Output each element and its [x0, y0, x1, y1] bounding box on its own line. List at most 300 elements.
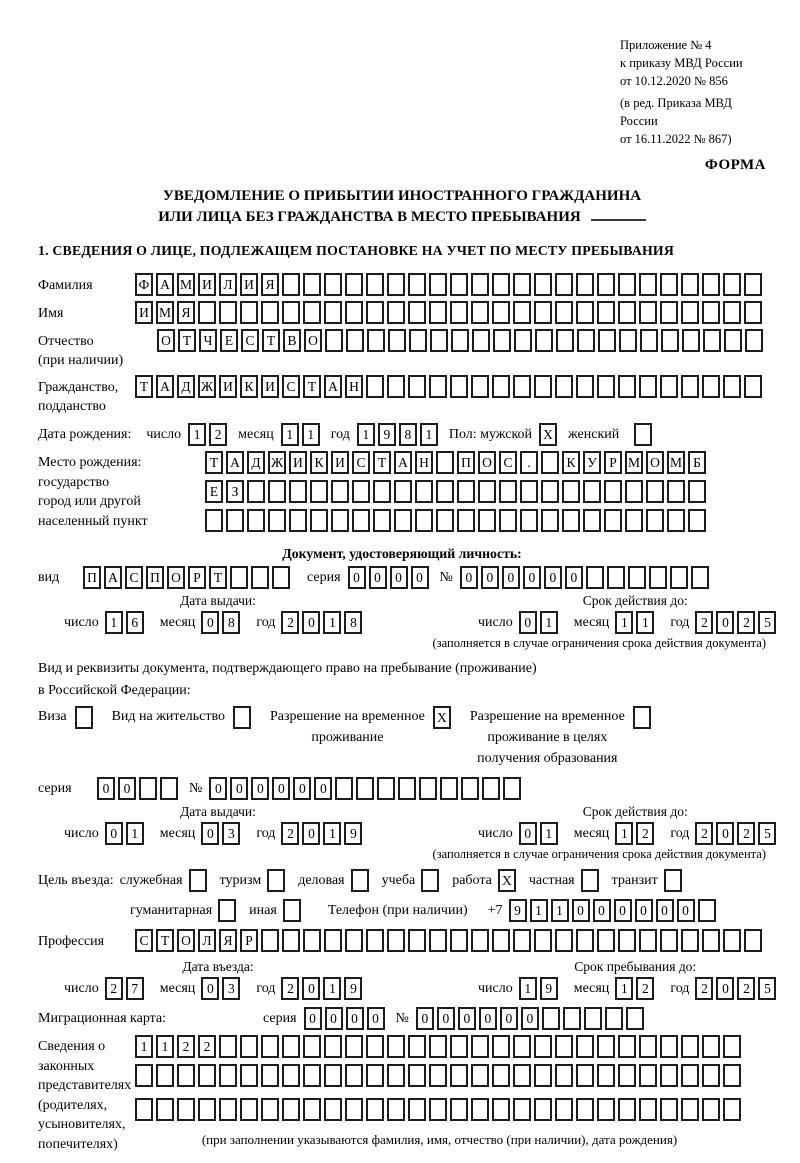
- form-cell[interactable]: 0: [251, 777, 269, 800]
- form-cell[interactable]: [303, 301, 321, 324]
- form-cell[interactable]: [251, 566, 269, 589]
- form-cell[interactable]: 0: [565, 566, 583, 589]
- form-cell[interactable]: 1: [323, 611, 341, 634]
- form-cell[interactable]: [377, 777, 395, 800]
- form-cell[interactable]: [282, 273, 300, 296]
- form-cell[interactable]: [345, 929, 363, 952]
- form-cell[interactable]: Т: [303, 375, 321, 398]
- form-cell[interactable]: [268, 509, 286, 532]
- form-cell[interactable]: [198, 1098, 216, 1121]
- form-cell[interactable]: 2: [281, 611, 299, 634]
- form-cell[interactable]: [282, 1064, 300, 1087]
- form-cell[interactable]: [156, 1064, 174, 1087]
- form-cell[interactable]: [282, 929, 300, 952]
- form-cell[interactable]: [492, 1035, 510, 1058]
- form-cell[interactable]: [366, 1035, 384, 1058]
- form-cell[interactable]: [261, 301, 279, 324]
- form-cell[interactable]: [189, 869, 207, 892]
- form-cell[interactable]: [618, 1098, 636, 1121]
- form-cell[interactable]: [440, 777, 458, 800]
- form-cell[interactable]: Я: [219, 929, 237, 952]
- form-cell[interactable]: [576, 1064, 594, 1087]
- form-cell[interactable]: [723, 1035, 741, 1058]
- form-cell[interactable]: [597, 929, 615, 952]
- form-cell[interactable]: [639, 1035, 657, 1058]
- form-cell[interactable]: [282, 1098, 300, 1121]
- form-cell[interactable]: У: [583, 451, 601, 474]
- form-cell[interactable]: С: [352, 451, 370, 474]
- form-cell[interactable]: [702, 273, 720, 296]
- form-cell[interactable]: 0: [97, 777, 115, 800]
- form-cell[interactable]: 7: [126, 977, 144, 1000]
- form-cell[interactable]: С: [135, 929, 153, 952]
- form-cell[interactable]: [681, 929, 699, 952]
- form-cell[interactable]: 2: [737, 822, 755, 845]
- form-cell[interactable]: Т: [205, 451, 223, 474]
- form-cell[interactable]: 9: [540, 977, 558, 1000]
- form-cell[interactable]: [283, 899, 301, 922]
- form-cell[interactable]: [450, 1098, 468, 1121]
- form-cell[interactable]: [604, 509, 622, 532]
- form-cell[interactable]: 9: [378, 423, 396, 446]
- form-cell[interactable]: С: [499, 451, 517, 474]
- form-cell[interactable]: [744, 375, 762, 398]
- form-cell[interactable]: [429, 1098, 447, 1121]
- form-cell[interactable]: [366, 273, 384, 296]
- form-cell[interactable]: О: [646, 451, 664, 474]
- form-cell[interactable]: [282, 1035, 300, 1058]
- form-cell[interactable]: 0: [272, 777, 290, 800]
- form-cell[interactable]: [688, 480, 706, 503]
- form-cell[interactable]: 2: [695, 822, 713, 845]
- form-cell[interactable]: [513, 301, 531, 324]
- form-cell[interactable]: [562, 480, 580, 503]
- form-cell[interactable]: [436, 480, 454, 503]
- form-cell[interactable]: [604, 480, 622, 503]
- form-cell[interactable]: [415, 480, 433, 503]
- form-cell[interactable]: [261, 1098, 279, 1121]
- form-cell[interactable]: [618, 1064, 636, 1087]
- form-cell[interactable]: [177, 1098, 195, 1121]
- form-cell[interactable]: 0: [523, 566, 541, 589]
- form-cell[interactable]: [499, 480, 517, 503]
- form-cell[interactable]: [160, 777, 178, 800]
- form-cell[interactable]: [303, 1035, 321, 1058]
- form-cell[interactable]: [471, 273, 489, 296]
- form-cell[interactable]: 0: [105, 822, 123, 845]
- form-cell[interactable]: [387, 1035, 405, 1058]
- form-cell[interactable]: 0: [201, 977, 219, 1000]
- form-cell[interactable]: [744, 301, 762, 324]
- form-cell[interactable]: [514, 329, 532, 352]
- form-cell[interactable]: [619, 329, 637, 352]
- form-cell[interactable]: 0: [458, 1007, 476, 1030]
- form-cell[interactable]: [373, 509, 391, 532]
- form-cell[interactable]: 1: [105, 611, 123, 634]
- form-cell[interactable]: [324, 301, 342, 324]
- form-cell[interactable]: [450, 375, 468, 398]
- form-cell[interactable]: [261, 1064, 279, 1087]
- form-cell[interactable]: М: [156, 301, 174, 324]
- form-cell[interactable]: [436, 509, 454, 532]
- form-cell[interactable]: 0: [614, 899, 632, 922]
- form-cell[interactable]: [478, 480, 496, 503]
- form-cell[interactable]: О: [157, 329, 175, 352]
- form-cell[interactable]: [457, 509, 475, 532]
- form-cell[interactable]: [240, 301, 258, 324]
- form-cell[interactable]: [660, 273, 678, 296]
- form-cell[interactable]: [597, 273, 615, 296]
- form-cell[interactable]: 0: [201, 822, 219, 845]
- form-cell[interactable]: [419, 777, 437, 800]
- form-cell[interactable]: 0: [572, 899, 590, 922]
- form-cell[interactable]: [702, 929, 720, 952]
- form-cell[interactable]: [723, 1064, 741, 1087]
- form-cell[interactable]: [450, 929, 468, 952]
- form-cell[interactable]: [471, 1064, 489, 1087]
- form-cell[interactable]: 2: [636, 822, 654, 845]
- form-cell[interactable]: Л: [198, 929, 216, 952]
- form-cell[interactable]: [492, 1098, 510, 1121]
- form-cell[interactable]: Ж: [268, 451, 286, 474]
- form-cell[interactable]: Н: [415, 451, 433, 474]
- form-cell[interactable]: [345, 301, 363, 324]
- form-cell[interactable]: К: [310, 451, 328, 474]
- form-cell[interactable]: [639, 929, 657, 952]
- form-cell[interactable]: [75, 706, 93, 729]
- form-cell[interactable]: [461, 777, 479, 800]
- form-cell[interactable]: 0: [500, 1007, 518, 1030]
- form-cell[interactable]: 0: [348, 566, 366, 589]
- form-cell[interactable]: [703, 329, 721, 352]
- form-cell[interactable]: 0: [519, 822, 537, 845]
- form-cell[interactable]: [398, 777, 416, 800]
- form-cell[interactable]: 5: [758, 822, 776, 845]
- form-cell[interactable]: [598, 329, 616, 352]
- form-cell[interactable]: [597, 1064, 615, 1087]
- form-cell[interactable]: [429, 301, 447, 324]
- form-cell[interactable]: [499, 509, 517, 532]
- form-cell[interactable]: [555, 1064, 573, 1087]
- form-cell[interactable]: 0: [293, 777, 311, 800]
- form-cell[interactable]: [618, 301, 636, 324]
- form-cell[interactable]: [633, 706, 651, 729]
- form-cell[interactable]: 1: [135, 1035, 153, 1058]
- form-cell[interactable]: [356, 777, 374, 800]
- form-cell[interactable]: [345, 1098, 363, 1121]
- form-cell[interactable]: [282, 301, 300, 324]
- form-cell[interactable]: [303, 273, 321, 296]
- form-cell[interactable]: Т: [135, 375, 153, 398]
- form-cell[interactable]: 2: [281, 822, 299, 845]
- form-cell[interactable]: [724, 329, 742, 352]
- form-cell[interactable]: [471, 301, 489, 324]
- form-cell[interactable]: З: [226, 480, 244, 503]
- form-cell[interactable]: С: [241, 329, 259, 352]
- form-cell[interactable]: О: [177, 929, 195, 952]
- form-cell[interactable]: [660, 1064, 678, 1087]
- form-cell[interactable]: [303, 929, 321, 952]
- form-cell[interactable]: 0: [479, 1007, 497, 1030]
- form-cell[interactable]: [492, 273, 510, 296]
- form-cell[interactable]: М: [177, 273, 195, 296]
- form-cell[interactable]: [219, 1035, 237, 1058]
- form-cell[interactable]: 0: [325, 1007, 343, 1030]
- form-cell[interactable]: [688, 509, 706, 532]
- form-cell[interactable]: [373, 480, 391, 503]
- form-cell[interactable]: [681, 1035, 699, 1058]
- form-cell[interactable]: 1: [126, 822, 144, 845]
- form-cell[interactable]: [352, 480, 370, 503]
- form-cell[interactable]: 2: [737, 977, 755, 1000]
- form-cell[interactable]: 0: [519, 611, 537, 634]
- form-cell[interactable]: [482, 777, 500, 800]
- form-cell[interactable]: .: [520, 451, 538, 474]
- form-cell[interactable]: [367, 329, 385, 352]
- form-cell[interactable]: [387, 929, 405, 952]
- form-cell[interactable]: [352, 509, 370, 532]
- form-cell[interactable]: 0: [716, 822, 734, 845]
- form-cell[interactable]: Е: [205, 480, 223, 503]
- form-cell[interactable]: [661, 329, 679, 352]
- form-cell[interactable]: [388, 329, 406, 352]
- form-cell[interactable]: [535, 329, 553, 352]
- form-cell[interactable]: 5: [758, 611, 776, 634]
- form-cell[interactable]: [408, 929, 426, 952]
- form-cell[interactable]: [513, 375, 531, 398]
- form-cell[interactable]: [261, 1035, 279, 1058]
- form-cell[interactable]: [607, 566, 625, 589]
- form-cell[interactable]: 1: [540, 611, 558, 634]
- form-cell[interactable]: [576, 301, 594, 324]
- form-cell[interactable]: 0: [593, 899, 611, 922]
- form-cell[interactable]: [534, 929, 552, 952]
- form-cell[interactable]: 1: [302, 423, 320, 446]
- form-cell[interactable]: 3: [222, 822, 240, 845]
- form-cell[interactable]: 0: [656, 899, 674, 922]
- form-cell[interactable]: [394, 509, 412, 532]
- form-cell[interactable]: [618, 1035, 636, 1058]
- form-cell[interactable]: 1: [615, 611, 633, 634]
- form-cell[interactable]: [247, 509, 265, 532]
- form-cell[interactable]: [576, 1035, 594, 1058]
- form-cell[interactable]: [541, 451, 559, 474]
- form-cell[interactable]: [457, 480, 475, 503]
- form-cell[interactable]: [682, 329, 700, 352]
- form-cell[interactable]: [702, 375, 720, 398]
- form-cell[interactable]: [702, 1064, 720, 1087]
- form-cell[interactable]: [576, 1098, 594, 1121]
- form-cell[interactable]: [639, 1064, 657, 1087]
- form-cell[interactable]: [563, 1007, 581, 1030]
- form-cell[interactable]: [605, 1007, 623, 1030]
- form-cell[interactable]: [681, 1098, 699, 1121]
- form-cell[interactable]: 1: [530, 899, 548, 922]
- form-cell[interactable]: [586, 566, 604, 589]
- form-cell[interactable]: [394, 480, 412, 503]
- form-cell[interactable]: [681, 301, 699, 324]
- form-cell[interactable]: [670, 566, 688, 589]
- form-cell[interactable]: 0: [118, 777, 136, 800]
- form-cell[interactable]: Б: [688, 451, 706, 474]
- form-cell[interactable]: П: [457, 451, 475, 474]
- form-cell[interactable]: [628, 566, 646, 589]
- form-cell[interactable]: 0: [230, 777, 248, 800]
- form-cell[interactable]: [745, 329, 763, 352]
- form-cell[interactable]: [345, 1035, 363, 1058]
- form-cell[interactable]: [429, 273, 447, 296]
- form-cell[interactable]: [272, 566, 290, 589]
- form-cell[interactable]: [576, 929, 594, 952]
- form-cell[interactable]: И: [219, 375, 237, 398]
- form-cell[interactable]: [472, 329, 490, 352]
- form-cell[interactable]: [597, 1098, 615, 1121]
- form-cell[interactable]: И: [135, 301, 153, 324]
- form-cell[interactable]: Д: [247, 451, 265, 474]
- form-cell[interactable]: [513, 929, 531, 952]
- form-cell[interactable]: [660, 375, 678, 398]
- form-cell[interactable]: 0: [635, 899, 653, 922]
- form-cell[interactable]: [702, 1035, 720, 1058]
- form-cell[interactable]: [649, 566, 667, 589]
- form-cell[interactable]: 1: [551, 899, 569, 922]
- form-cell[interactable]: [542, 1007, 560, 1030]
- form-cell[interactable]: [205, 509, 223, 532]
- form-cell[interactable]: [451, 329, 469, 352]
- form-cell[interactable]: 9: [344, 977, 362, 1000]
- form-cell[interactable]: Е: [220, 329, 238, 352]
- form-cell[interactable]: [346, 329, 364, 352]
- form-cell[interactable]: [660, 301, 678, 324]
- form-cell[interactable]: 0: [460, 566, 478, 589]
- form-cell[interactable]: [513, 1035, 531, 1058]
- form-cell[interactable]: 0: [716, 611, 734, 634]
- form-cell[interactable]: [409, 329, 427, 352]
- form-cell[interactable]: 2: [695, 977, 713, 1000]
- form-cell[interactable]: [584, 1007, 602, 1030]
- form-cell[interactable]: [534, 273, 552, 296]
- form-cell[interactable]: [366, 1064, 384, 1087]
- form-cell[interactable]: [324, 273, 342, 296]
- form-cell[interactable]: [513, 1064, 531, 1087]
- form-cell[interactable]: [576, 375, 594, 398]
- form-cell[interactable]: [289, 509, 307, 532]
- form-cell[interactable]: Л: [219, 273, 237, 296]
- form-cell[interactable]: [366, 375, 384, 398]
- form-cell[interactable]: [219, 301, 237, 324]
- form-cell[interactable]: 9: [509, 899, 527, 922]
- form-cell[interactable]: [520, 509, 538, 532]
- form-cell[interactable]: 0: [677, 899, 695, 922]
- form-cell[interactable]: 1: [615, 977, 633, 1000]
- form-cell[interactable]: [503, 777, 521, 800]
- form-cell[interactable]: [520, 480, 538, 503]
- form-cell[interactable]: [198, 301, 216, 324]
- form-cell[interactable]: 2: [177, 1035, 195, 1058]
- form-cell[interactable]: [135, 1098, 153, 1121]
- form-cell[interactable]: [493, 329, 511, 352]
- form-cell[interactable]: 2: [636, 977, 654, 1000]
- form-cell[interactable]: [345, 1064, 363, 1087]
- form-cell[interactable]: 3: [222, 977, 240, 1000]
- form-cell[interactable]: [450, 1064, 468, 1087]
- form-cell[interactable]: 0: [716, 977, 734, 1000]
- form-cell[interactable]: [471, 1035, 489, 1058]
- form-cell[interactable]: А: [156, 375, 174, 398]
- form-cell[interactable]: [681, 273, 699, 296]
- form-cell[interactable]: [534, 1035, 552, 1058]
- form-cell[interactable]: 0: [314, 777, 332, 800]
- form-cell[interactable]: М: [625, 451, 643, 474]
- form-cell[interactable]: [660, 929, 678, 952]
- form-cell[interactable]: 0: [302, 611, 320, 634]
- form-cell[interactable]: [310, 480, 328, 503]
- form-cell[interactable]: И: [240, 273, 258, 296]
- form-cell[interactable]: [261, 929, 279, 952]
- form-cell[interactable]: [429, 375, 447, 398]
- form-cell[interactable]: [267, 869, 285, 892]
- form-cell[interactable]: [646, 509, 664, 532]
- form-cell[interactable]: [639, 301, 657, 324]
- form-cell[interactable]: [492, 1064, 510, 1087]
- form-cell[interactable]: П: [146, 566, 164, 589]
- form-cell[interactable]: [534, 1098, 552, 1121]
- form-cell[interactable]: [625, 480, 643, 503]
- form-cell[interactable]: [139, 777, 157, 800]
- form-cell[interactable]: [177, 1064, 195, 1087]
- form-cell[interactable]: [230, 566, 248, 589]
- form-cell[interactable]: 5: [758, 977, 776, 1000]
- form-cell[interactable]: П: [83, 566, 101, 589]
- form-cell[interactable]: [634, 423, 652, 446]
- form-cell[interactable]: [660, 1098, 678, 1121]
- form-cell[interactable]: 1: [420, 423, 438, 446]
- form-cell[interactable]: [723, 929, 741, 952]
- form-cell[interactable]: [702, 301, 720, 324]
- form-cell[interactable]: [324, 1035, 342, 1058]
- form-cell[interactable]: 1: [156, 1035, 174, 1058]
- form-cell[interactable]: [555, 1098, 573, 1121]
- form-cell[interactable]: А: [324, 375, 342, 398]
- form-cell[interactable]: [429, 929, 447, 952]
- form-cell[interactable]: Т: [262, 329, 280, 352]
- form-cell[interactable]: [618, 929, 636, 952]
- form-cell[interactable]: О: [478, 451, 496, 474]
- form-cell[interactable]: [626, 1007, 644, 1030]
- form-cell[interactable]: А: [226, 451, 244, 474]
- form-cell[interactable]: [408, 1098, 426, 1121]
- form-cell[interactable]: 0: [390, 566, 408, 589]
- form-cell[interactable]: [646, 480, 664, 503]
- form-cell[interactable]: [408, 375, 426, 398]
- form-cell[interactable]: [471, 375, 489, 398]
- form-cell[interactable]: 0: [201, 611, 219, 634]
- form-cell[interactable]: [555, 301, 573, 324]
- form-cell[interactable]: [618, 273, 636, 296]
- form-cell[interactable]: [541, 480, 559, 503]
- form-cell[interactable]: [583, 480, 601, 503]
- form-cell[interactable]: [744, 273, 762, 296]
- form-cell[interactable]: [429, 1064, 447, 1087]
- form-cell[interactable]: [492, 301, 510, 324]
- form-cell[interactable]: [366, 1098, 384, 1121]
- form-cell[interactable]: [335, 777, 353, 800]
- form-cell[interactable]: [681, 375, 699, 398]
- form-cell[interactable]: [660, 1035, 678, 1058]
- form-cell[interactable]: Т: [178, 329, 196, 352]
- form-cell[interactable]: Р: [240, 929, 258, 952]
- form-cell[interactable]: 1: [519, 977, 537, 1000]
